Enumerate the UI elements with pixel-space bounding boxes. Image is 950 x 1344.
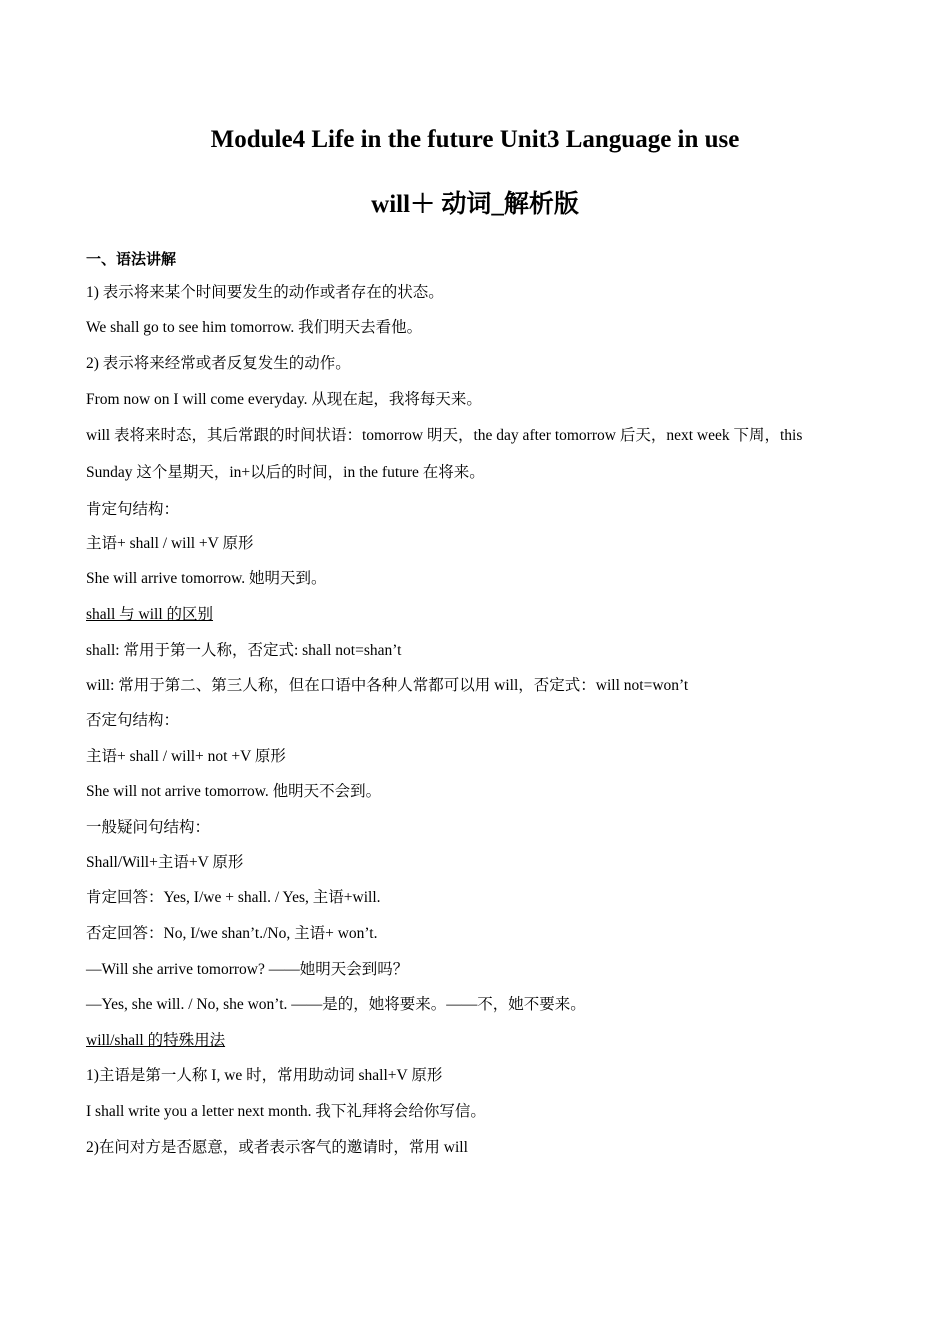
text-line: I shall write you a letter next month. 我下礼拜将会给你写信。 <box>86 1103 486 1120</box>
text-line: 肯定回答：Yes, I/we + shall. / Yes, 主语+will. <box>86 889 381 906</box>
text-line: Sunday 这个星期天，in+以后的时间，in the future 在将来。 <box>86 464 485 481</box>
text-line: Shall/Will+主语+V 原形 <box>86 854 244 871</box>
text-line: She will not arrive tomorrow. 他明天不会到。 <box>86 783 382 800</box>
text-line: 1)主语是第一人称 I, we 时，常用助动词 shall+V 原形 <box>86 1067 443 1084</box>
text-line: 2)在问对方是否愿意，或者表示客气的邀请时，常用 will <box>86 1139 468 1156</box>
text-line: 1) 表示将来某个时间要发生的动作或者存在的状态。 <box>86 284 444 301</box>
subheading-underlined: shall 与 will 的区别 <box>86 606 214 623</box>
text-line: We shall go to see him tomorrow. 我们明天去看他。 <box>86 319 423 336</box>
text-line: 一般疑问句结构： <box>86 819 211 836</box>
text-line: 否定句结构： <box>86 712 180 729</box>
subheading-underlined: will/shall 的特殊用法 <box>86 1032 226 1049</box>
text-line: 2) 表示将来经常或者反复发生的动作。 <box>86 355 351 372</box>
document-title: Module4 Life in the future Unit3 Language in use <box>210 126 740 153</box>
text-line: 否定回答：No, I/we shan’t./No, 主语+ won’t. <box>86 925 378 942</box>
text-line: —Will she arrive tomorrow? ——她明天会到吗？ <box>86 961 409 978</box>
text-line: She will arrive tomorrow. 她明天到。 <box>86 570 327 587</box>
section-heading: 一、语法讲解 <box>86 250 177 268</box>
text-line: From now on I will come everyday. 从现在起，我将每天来。 <box>86 391 482 408</box>
text-line: —Yes, she will. / No, she won’t. ——是的，她将要来。——不，她不要来。 <box>86 996 586 1013</box>
text-line: 主语+ shall / will +V 原形 <box>86 535 254 552</box>
text-line: will: 常用于第二、第三人称，但在口语中各种人常都可以用 will，否定式：will not=won’t <box>86 677 689 694</box>
text-line: 主语+ shall / will+ not +V 原形 <box>86 748 286 765</box>
text-line: shall: 常用于第一人称，否定式: shall not=shan’t <box>86 642 402 659</box>
text-line: 肯定句结构： <box>86 501 180 518</box>
text-line: will 表将来时态，其后常跟的时间状语：tomorrow 明天，the day after tomorrow 后天，next week 下周，this <box>86 427 803 444</box>
document-subtitle: will＋ 动词_解析版 <box>371 191 579 218</box>
